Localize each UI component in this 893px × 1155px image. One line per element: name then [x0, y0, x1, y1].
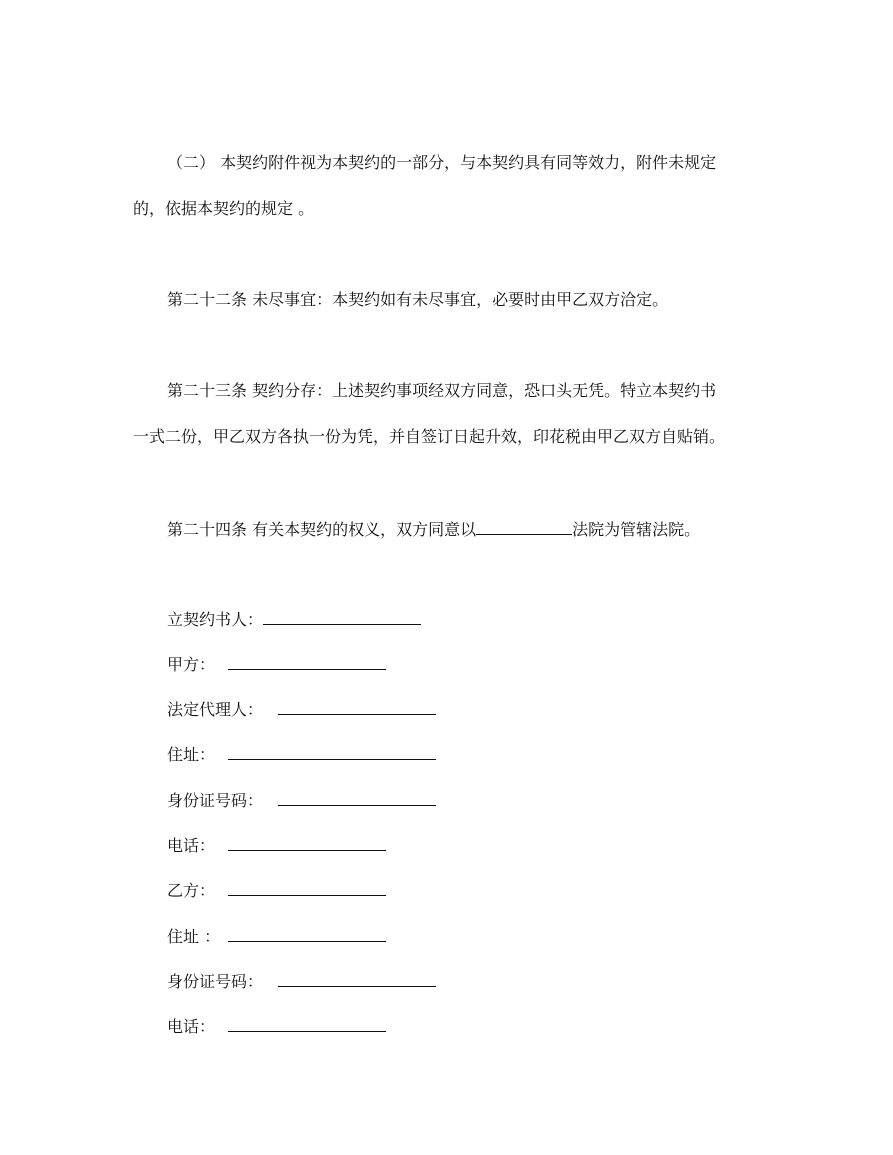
legal-rep-blank[interactable]: [278, 698, 436, 715]
contractor-blank[interactable]: [263, 608, 421, 625]
contractor-field: [167, 608, 421, 630]
court-name-blank[interactable]: [476, 518, 572, 535]
article-22: [167, 290, 668, 310]
party-b-label: 乙方：: [167, 881, 216, 900]
article-24-prefix: 第二十四条 有关本契约的权义，双方同意以: [167, 520, 477, 539]
phone-a-field: [167, 834, 386, 856]
address-a-field: [167, 743, 436, 765]
contractor-label: 立契约书人：: [167, 610, 264, 629]
id-b-field: [167, 970, 436, 992]
id-b-blank[interactable]: [278, 970, 436, 987]
article-24: [167, 518, 700, 540]
party-a-blank[interactable]: [228, 653, 386, 670]
address-b-field: [167, 925, 386, 947]
article-24-suffix: 法院为管辖法院。: [572, 520, 701, 539]
phone-b-blank[interactable]: [228, 1015, 386, 1032]
id-a-blank[interactable]: [278, 789, 436, 806]
legal-rep-label: 法定代理人：: [167, 700, 264, 719]
address-a-blank[interactable]: [228, 743, 436, 760]
article-23-text-2: 一式二份，甲乙双方各执一份为凭，并自签订日起升效，印花税由甲乙双方自贴销。: [133, 427, 726, 446]
phone-a-blank[interactable]: [228, 834, 386, 851]
clause-2-text-1: （二） 本契约附件视为本契约的一部分，与本契约具有同等效力，附件未规定: [167, 153, 717, 172]
party-b-blank[interactable]: [228, 879, 386, 896]
clause-2-line-1: [167, 153, 716, 173]
id-b-label: 身份证号码：: [167, 972, 264, 991]
address-b-label: 住址 ：: [167, 927, 221, 946]
article-23-text-1: 第二十三条 契约分存：上述契约事项经双方同意，恐口头无凭。特立本契约书: [167, 381, 717, 400]
clause-2-text-2: 的，依据本契约的规定 。: [133, 199, 315, 218]
id-a-label: 身份证号码：: [167, 791, 264, 810]
address-a-label: 住址：: [167, 745, 216, 764]
article-23-line-1: [167, 381, 716, 401]
address-b-blank[interactable]: [228, 925, 386, 942]
phone-b-field: [167, 1015, 386, 1037]
party-b-field: [167, 879, 386, 901]
clause-2-line-2: [133, 199, 314, 219]
phone-b-label: 电话：: [167, 1017, 216, 1036]
phone-a-label: 电话：: [167, 836, 216, 855]
party-a-label: 甲方：: [167, 655, 216, 674]
party-a-field: [167, 653, 386, 675]
id-a-field: [167, 789, 436, 811]
legal-rep-field: [167, 698, 436, 720]
article-22-text: 第二十二条 未尽事宜：本契约如有未尽事宜，必要时由甲乙双方洽定。: [167, 290, 669, 309]
article-23-line-2: [133, 427, 725, 447]
